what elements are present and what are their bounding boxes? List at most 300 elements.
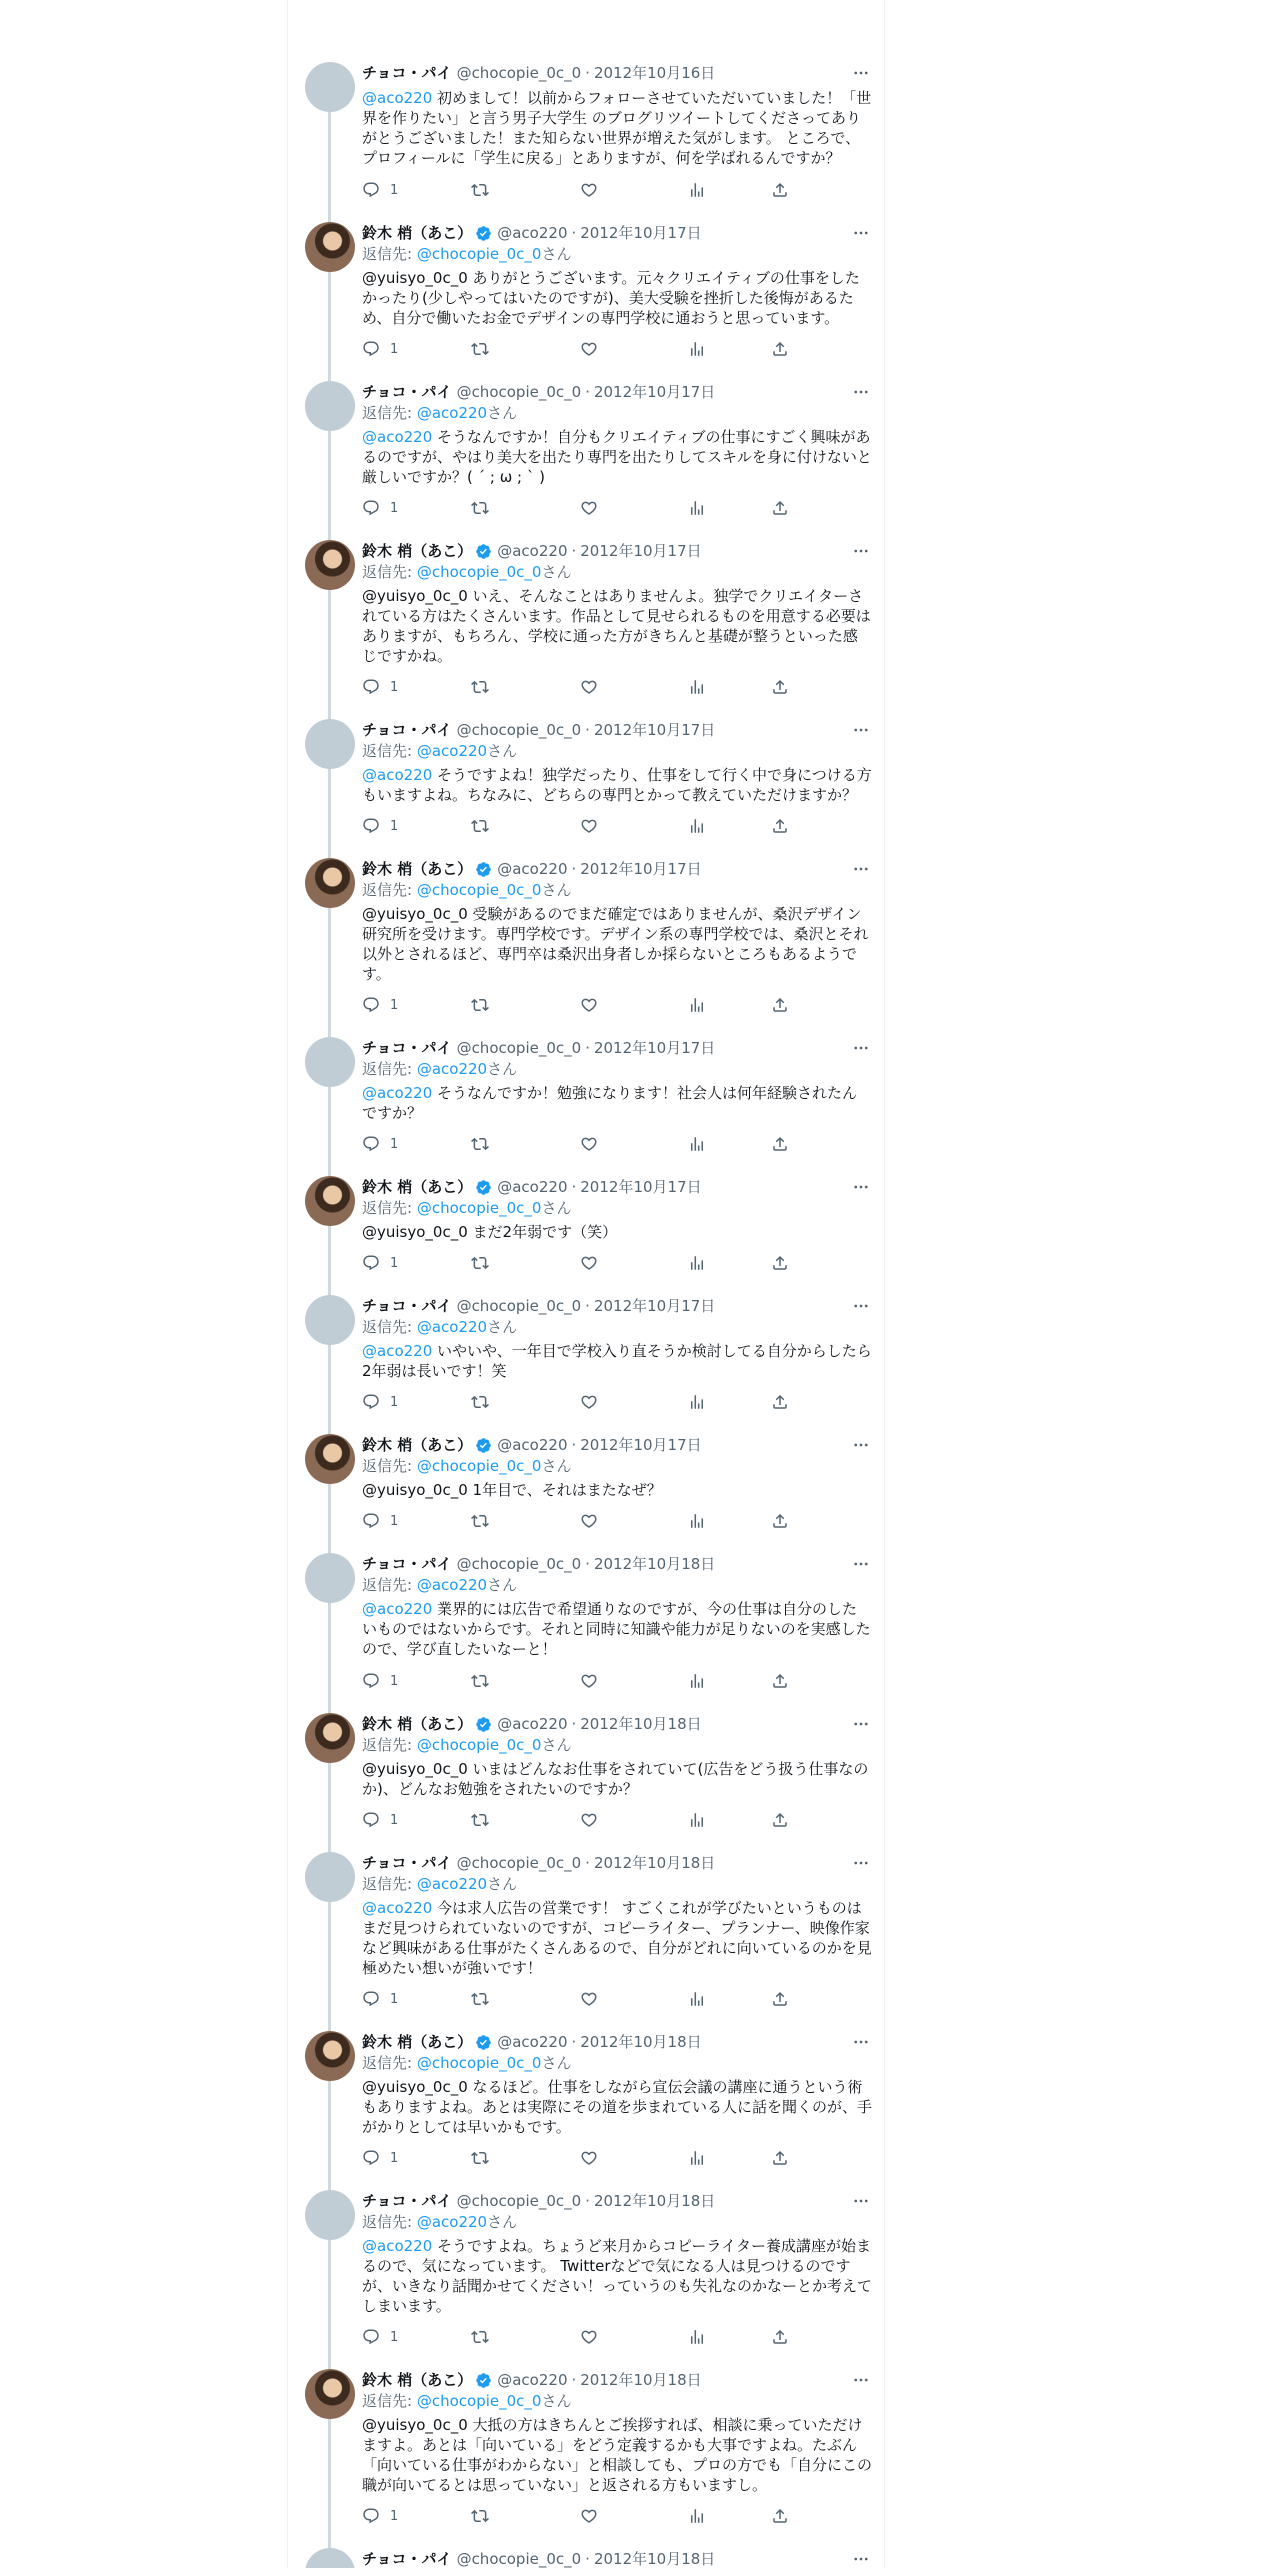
display-name[interactable]: 鈴木 梢（あこ）: [362, 224, 473, 242]
views-button[interactable]: [688, 1989, 706, 2009]
user-handle[interactable]: @aco220: [497, 2033, 568, 2051]
reply-to-link[interactable]: @aco220: [416, 1576, 488, 1594]
tweet-item[interactable]: [288, 1176, 885, 1295]
display-name[interactable]: チョコ・パイ: [362, 64, 452, 82]
avatar[interactable]: [305, 1852, 355, 1902]
analytics-icon: [688, 499, 706, 517]
analytics-icon: [688, 996, 706, 1014]
like-button[interactable]: [580, 1810, 598, 1830]
user-handle[interactable]: @chocopie_0c_0: [456, 2192, 582, 2210]
like-button[interactable]: [580, 2506, 598, 2526]
verified-badge-icon: [475, 1179, 492, 1196]
like-button[interactable]: [580, 1392, 598, 1412]
reply-count: 1: [390, 2150, 399, 2166]
avatar[interactable]: [305, 1713, 355, 1763]
reply-button[interactable]: [362, 180, 398, 200]
reply-to-prefix: 返信先:: [362, 1457, 413, 1475]
reply-button[interactable]: [362, 2506, 398, 2526]
reply-button[interactable]: [362, 995, 398, 1015]
display-name[interactable]: チョコ・パイ: [362, 2550, 452, 2568]
tweet-date[interactable]: 2012年10月17日: [580, 860, 702, 878]
retweet-button[interactable]: [471, 677, 489, 697]
heart-icon: [580, 1254, 598, 1272]
views-button[interactable]: [688, 1392, 706, 1412]
reply-button[interactable]: [362, 2327, 398, 2347]
retweet-button[interactable]: [471, 1253, 489, 1273]
tweet-item[interactable]: [288, 1037, 885, 1176]
like-button[interactable]: [580, 1134, 598, 1154]
reply-to-link[interactable]: @aco220: [416, 2213, 488, 2231]
reply-to-suffix: さん: [487, 1576, 518, 1594]
like-button[interactable]: [580, 180, 598, 200]
reply-button[interactable]: [362, 1253, 398, 1273]
share-icon: [771, 2507, 789, 2525]
analytics-icon: [688, 181, 706, 199]
more-options-button[interactable]: [850, 719, 872, 741]
retweet-button[interactable]: [471, 498, 489, 518]
mention-link[interactable]: @aco220: [362, 1600, 433, 1618]
reply-icon: [362, 1811, 380, 1829]
tweet-text-body: 初めまして！以前からフォローさせていただいていました！「世界を作りたい」と言う男子大学生 のブログリツイートしてくださってありがとうございました！また知らない世界が増えた気がします。 ところで、プロフィールに「学生に戻る」とありますが、何を学ばれるんですか？: [362, 89, 872, 167]
retweet-button[interactable]: [471, 1810, 489, 1830]
more-dots-icon: [852, 1436, 870, 1454]
reply-to-line: [362, 244, 872, 264]
views-button[interactable]: [688, 816, 706, 836]
tweet-content: [362, 719, 872, 761]
reply-to-link[interactable]: @aco220: [416, 1875, 488, 1893]
tweet-content: [362, 540, 872, 582]
reply-to-prefix: 返信先:: [362, 1875, 413, 1893]
tweet-item[interactable]: [288, 2369, 885, 2548]
views-button[interactable]: [688, 180, 706, 200]
retweet-button[interactable]: [471, 1511, 489, 1531]
heart-icon: [580, 499, 598, 517]
display-name[interactable]: チョコ・パイ: [362, 2192, 452, 2210]
share-button[interactable]: [771, 677, 789, 697]
tweet-content: [362, 2548, 872, 2568]
reply-button[interactable]: [362, 339, 398, 359]
retweet-icon: [471, 181, 489, 199]
display-name[interactable]: チョコ・パイ: [362, 383, 452, 401]
reply-to-link[interactable]: @chocopie_0c_0: [416, 881, 542, 899]
tweet-actions: [362, 2327, 792, 2347]
heart-icon: [580, 1393, 598, 1411]
tweet-item[interactable]: [288, 2031, 885, 2190]
share-button[interactable]: [771, 2148, 789, 2168]
views-button[interactable]: [688, 677, 706, 697]
share-button[interactable]: [771, 1253, 789, 1273]
avatar[interactable]: [305, 381, 355, 431]
user-handle[interactable]: @chocopie_0c_0: [456, 1039, 582, 1057]
display-name[interactable]: チョコ・パイ: [362, 1297, 452, 1315]
verified-badge-icon: [475, 2372, 492, 2389]
reply-to-link[interactable]: @aco220: [416, 742, 488, 760]
more-dots-icon: [852, 1555, 870, 1573]
tweet-item[interactable]: [288, 1713, 885, 1852]
reply-to-prefix: 返信先:: [362, 2392, 413, 2410]
retweet-button[interactable]: [471, 2148, 489, 2168]
share-button[interactable]: [771, 2327, 789, 2347]
tweet-date[interactable]: 2012年10月17日: [593, 1039, 716, 1057]
views-button[interactable]: [688, 498, 706, 518]
share-button[interactable]: [771, 1671, 789, 1691]
views-button[interactable]: [688, 2148, 706, 2168]
avatar[interactable]: [305, 1176, 355, 1226]
heart-icon: [580, 340, 598, 358]
avatar[interactable]: [305, 62, 355, 112]
avatar[interactable]: [305, 2031, 355, 2081]
like-button[interactable]: [580, 2327, 598, 2347]
tweet-item[interactable]: [288, 381, 885, 540]
user-handle[interactable]: @aco220: [497, 860, 568, 878]
more-dots-icon: [852, 542, 870, 560]
reply-icon: [362, 340, 380, 358]
retweet-button[interactable]: [471, 2506, 489, 2526]
user-handle[interactable]: @aco220: [497, 1178, 568, 1196]
share-button[interactable]: [771, 816, 789, 836]
separator-dot: ·: [585, 1854, 590, 1872]
avatar[interactable]: [305, 2548, 355, 2568]
user-handle[interactable]: @aco220: [497, 1436, 568, 1454]
retweet-button[interactable]: [471, 1671, 489, 1691]
more-options-button[interactable]: [850, 1852, 872, 1874]
more-options-button[interactable]: [850, 540, 872, 562]
separator-dot: ·: [585, 64, 590, 82]
display-name[interactable]: チョコ・パイ: [362, 1854, 452, 1872]
tweet-date[interactable]: 2012年10月17日: [593, 721, 716, 739]
like-button[interactable]: [580, 816, 598, 836]
user-handle[interactable]: @aco220: [497, 224, 568, 242]
more-options-button[interactable]: [850, 1176, 872, 1198]
retweet-icon: [471, 2149, 489, 2167]
tweet-item[interactable]: [288, 1434, 885, 1553]
tweet-item[interactable]: [288, 1553, 885, 1713]
verified-badge-icon: [475, 225, 492, 242]
retweet-icon: [471, 678, 489, 696]
reply-button[interactable]: [362, 1810, 398, 1830]
user-handle[interactable]: @aco220: [497, 1715, 568, 1733]
reply-to-link[interactable]: @aco220: [416, 1318, 488, 1336]
tweet-item[interactable]: [288, 1852, 885, 2031]
reply-to-link[interactable]: @chocopie_0c_0: [416, 1736, 542, 1754]
views-button[interactable]: [688, 1511, 706, 1531]
tweet-header: [362, 1553, 872, 1575]
like-button[interactable]: [580, 1671, 598, 1691]
retweet-button[interactable]: [471, 2327, 489, 2347]
avatar[interactable]: [305, 2190, 355, 2240]
more-options-button[interactable]: [850, 1037, 872, 1059]
reply-to-suffix: さん: [541, 1457, 572, 1475]
user-handle[interactable]: @chocopie_0c_0: [456, 2550, 582, 2568]
reply-to-link[interactable]: @chocopie_0c_0: [416, 563, 542, 581]
heart-icon: [580, 181, 598, 199]
more-dots-icon: [852, 721, 870, 739]
display-name[interactable]: 鈴木 梢（あこ）: [362, 2371, 473, 2389]
user-handle[interactable]: @chocopie_0c_0: [456, 1555, 582, 1573]
user-handle[interactable]: @chocopie_0c_0: [456, 64, 582, 82]
more-options-button[interactable]: [850, 1713, 872, 1735]
reply-to-prefix: 返信先:: [362, 2213, 413, 2231]
views-button[interactable]: [688, 1253, 706, 1273]
user-handle[interactable]: @aco220: [497, 2371, 568, 2389]
mention-link[interactable]: @aco220: [362, 766, 433, 784]
reply-button[interactable]: [362, 677, 398, 697]
tweet-actions: [362, 498, 792, 518]
views-button[interactable]: [688, 2327, 706, 2347]
avatar[interactable]: [305, 719, 355, 769]
reply-icon: [362, 1990, 380, 2008]
more-options-button[interactable]: [850, 1553, 872, 1575]
more-options-button[interactable]: [850, 2369, 872, 2391]
like-button[interactable]: [580, 677, 598, 697]
user-handle[interactable]: @chocopie_0c_0: [456, 1297, 582, 1315]
separator-dot: ·: [571, 224, 577, 242]
tweet-text-body: いやいや、一年目で学校入り直そうか検討してる自分からしたら2年弱は長いです！笑: [362, 1342, 872, 1380]
tweet-content: [362, 222, 872, 264]
tweet-header: [362, 1176, 872, 1198]
tweet-date[interactable]: 2012年10月18日: [580, 2371, 702, 2389]
more-options-button[interactable]: [850, 222, 872, 244]
more-dots-icon: [852, 2550, 870, 2568]
reply-count: 1: [390, 341, 399, 357]
tweet-date[interactable]: 2012年10月17日: [580, 542, 702, 560]
tweet-item[interactable]: [288, 222, 885, 381]
reply-to-link[interactable]: @chocopie_0c_0: [416, 2392, 542, 2410]
views-button[interactable]: [688, 2506, 706, 2526]
tweet-item[interactable]: [288, 540, 885, 719]
heart-icon: [580, 1135, 598, 1153]
reply-button[interactable]: [362, 1989, 398, 2009]
more-dots-icon: [852, 1297, 870, 1315]
tweet-content: [362, 1295, 872, 1337]
retweet-button[interactable]: [471, 1989, 489, 2009]
retweet-button[interactable]: [471, 339, 489, 359]
mention-link[interactable]: @aco220: [362, 428, 433, 446]
reply-button[interactable]: [362, 816, 398, 836]
retweet-button[interactable]: [471, 180, 489, 200]
like-button[interactable]: [580, 2148, 598, 2168]
more-options-button[interactable]: [850, 62, 872, 84]
mention-link[interactable]: @aco220: [362, 89, 433, 107]
tweet-date[interactable]: 2012年10月16日: [593, 64, 716, 82]
more-options-button[interactable]: [850, 858, 872, 880]
retweet-button[interactable]: [471, 1134, 489, 1154]
tweet-date[interactable]: 2012年10月18日: [593, 2192, 716, 2210]
more-dots-icon: [852, 1854, 870, 1872]
retweet-icon: [471, 817, 489, 835]
reply-icon: [362, 678, 380, 696]
share-button[interactable]: [771, 498, 789, 518]
tweet-item[interactable]: [288, 2548, 885, 2568]
tweet-text: [362, 88, 872, 168]
display-name[interactable]: チョコ・パイ: [362, 721, 452, 739]
tweet-actions: [362, 2148, 792, 2168]
reply-to-link[interactable]: @chocopie_0c_0: [416, 1199, 542, 1217]
reply-to-link[interactable]: @chocopie_0c_0: [416, 1457, 542, 1475]
display-name[interactable]: チョコ・パイ: [362, 1555, 452, 1573]
views-button[interactable]: [688, 1671, 706, 1691]
retweet-icon: [471, 996, 489, 1014]
avatar[interactable]: [305, 1295, 355, 1345]
reply-button[interactable]: [362, 498, 398, 518]
reply-button[interactable]: [362, 2148, 398, 2168]
mention-link[interactable]: @aco220: [362, 1342, 433, 1360]
tweet-date[interactable]: 2012年10月18日: [580, 2033, 702, 2051]
tweet-date[interactable]: 2012年10月17日: [580, 1436, 702, 1454]
reply-icon: [362, 499, 380, 517]
like-button[interactable]: [580, 995, 598, 1015]
mention-link[interactable]: @aco220: [362, 1899, 433, 1917]
tweet-date[interactable]: 2012年10月18日: [580, 1715, 702, 1733]
avatar[interactable]: [305, 2369, 355, 2419]
more-options-button[interactable]: [850, 1295, 872, 1317]
display-name[interactable]: チョコ・パイ: [362, 1039, 452, 1057]
reply-to-line: [362, 562, 872, 582]
tweet-actions: [362, 2506, 792, 2526]
reply-to-suffix: さん: [541, 881, 572, 899]
reply-to-suffix: さん: [487, 404, 518, 422]
tweet-item[interactable]: [288, 2190, 885, 2369]
share-button[interactable]: [771, 2506, 789, 2526]
reply-count: 1: [390, 1673, 399, 1689]
share-button[interactable]: [771, 180, 789, 200]
tweet-text-body: @yuisyo_0c_0 まだ2年弱です（笑）: [362, 1223, 618, 1241]
tweet-header: [362, 1295, 872, 1317]
display-name[interactable]: 鈴木 梢（あこ）: [362, 2033, 473, 2051]
tweet-item[interactable]: [288, 719, 885, 858]
tweet-text-body: @yuisyo_0c_0 いまはどんなお仕事をされていて(広告をどう扱う仕事なのか)、どんなお勉強をされたいのですか？: [362, 1760, 869, 1798]
reply-count: 1: [390, 1394, 399, 1410]
share-icon: [771, 1135, 789, 1153]
reply-to-line: [362, 741, 872, 761]
heart-icon: [580, 1811, 598, 1829]
separator-dot: ·: [571, 2371, 577, 2389]
reply-to-link[interactable]: @aco220: [416, 1060, 488, 1078]
reply-count: 1: [390, 1255, 399, 1271]
display-name[interactable]: 鈴木 梢（あこ）: [362, 860, 473, 878]
tweet-date[interactable]: 2012年10月18日: [593, 2550, 716, 2568]
tweet-header: [362, 1037, 872, 1059]
views-button[interactable]: [688, 1810, 706, 1830]
retweet-button[interactable]: [471, 1392, 489, 1412]
analytics-icon: [688, 817, 706, 835]
share-button[interactable]: [771, 1392, 789, 1412]
tweet-item[interactable]: [288, 1295, 885, 1434]
like-button[interactable]: [580, 339, 598, 359]
tweet-actions: [362, 339, 792, 359]
reply-to-prefix: 返信先:: [362, 245, 413, 263]
user-handle[interactable]: @chocopie_0c_0: [456, 1854, 582, 1872]
reply-icon: [362, 2149, 380, 2167]
tweet-text-body: 今は求人広告の営業です！ すごくこれが学びたいというものはまだ見つけられていないのですが、コピーライター、プランナー、映像作家など興味がある仕事がたくさんあるので、自分がどれに向いているのかを見極めたい想いが強いです！: [362, 1899, 872, 1977]
retweet-icon: [471, 2507, 489, 2525]
tweet-date[interactable]: 2012年10月18日: [593, 1854, 716, 1872]
share-button[interactable]: [771, 1810, 789, 1830]
user-handle[interactable]: @chocopie_0c_0: [456, 383, 582, 401]
tweet-header: [362, 858, 872, 880]
avatar[interactable]: [305, 222, 355, 272]
tweet-content: [362, 381, 872, 423]
reply-to-line: [362, 1735, 872, 1755]
more-options-button[interactable]: [850, 1434, 872, 1456]
more-options-button[interactable]: [850, 2548, 872, 2568]
tweet-text: [362, 765, 872, 805]
display-name[interactable]: 鈴木 梢（あこ）: [362, 1715, 473, 1733]
tweet-date[interactable]: 2012年10月17日: [580, 1178, 702, 1196]
reply-button[interactable]: [362, 1671, 398, 1691]
more-options-button[interactable]: [850, 2031, 872, 2053]
tweet-text: [362, 1341, 872, 1381]
like-button[interactable]: [580, 1253, 598, 1273]
avatar[interactable]: [305, 858, 355, 908]
tweet-header: [362, 719, 872, 741]
analytics-icon: [688, 1672, 706, 1690]
reply-to-suffix: さん: [487, 1318, 518, 1336]
views-button[interactable]: [688, 1134, 706, 1154]
separator-dot: ·: [585, 1297, 590, 1315]
reply-to-link[interactable]: @chocopie_0c_0: [416, 245, 542, 263]
mention-link[interactable]: @aco220: [362, 1084, 433, 1102]
avatar[interactable]: [305, 1434, 355, 1484]
share-icon: [771, 1393, 789, 1411]
more-dots-icon: [852, 2371, 870, 2389]
tweet-item[interactable]: [288, 62, 885, 222]
display-name[interactable]: 鈴木 梢（あこ）: [362, 542, 473, 560]
tweet-actions: [362, 1134, 792, 1154]
retweet-button[interactable]: [471, 816, 489, 836]
views-button[interactable]: [688, 339, 706, 359]
tweet-text-body: @yuisyo_0c_0 いえ、そんなことはありませんよ。独学でクリエイターされている方はたくさんいます。作品として見せられるものを用意する必要はありますが、もちろん、学校に通った方がきちんと基礎が整うといった感じですかね。: [362, 587, 871, 665]
like-button[interactable]: [580, 498, 598, 518]
more-options-button[interactable]: [850, 2190, 872, 2212]
share-button[interactable]: [771, 1134, 789, 1154]
reply-to-link[interactable]: @aco220: [416, 404, 488, 422]
tweet-date[interactable]: 2012年10月17日: [580, 224, 702, 242]
like-button[interactable]: [580, 1989, 598, 2009]
share-button[interactable]: [771, 995, 789, 1015]
reply-to-link[interactable]: @chocopie_0c_0: [416, 2054, 542, 2072]
tweet-item[interactable]: [288, 858, 885, 1037]
tweet-text-body: @yuisyo_0c_0 なるほど。仕事をしながら宣伝会議の講座に通うという術もありますよね。あとは実際にその道を歩まれている人に話を聞くのが、手がかりとしては早いかもです。: [362, 2078, 873, 2136]
tweet-date[interactable]: 2012年10月18日: [593, 1555, 716, 1573]
user-handle[interactable]: @chocopie_0c_0: [456, 721, 582, 739]
tweet-text: [362, 2077, 872, 2137]
share-button[interactable]: [771, 1511, 789, 1531]
mention-link[interactable]: @aco220: [362, 2237, 433, 2255]
display-name[interactable]: 鈴木 梢（あこ）: [362, 1178, 473, 1196]
reply-button[interactable]: [362, 1392, 398, 1412]
reply-count: 1: [390, 997, 399, 1013]
tweet-content: [362, 1713, 872, 1755]
like-button[interactable]: [580, 1511, 598, 1531]
share-button[interactable]: [771, 1989, 789, 2009]
avatar[interactable]: [305, 540, 355, 590]
views-button[interactable]: [688, 995, 706, 1015]
reply-button[interactable]: [362, 1134, 398, 1154]
avatar[interactable]: [305, 1553, 355, 1603]
display-name[interactable]: 鈴木 梢（あこ）: [362, 1436, 473, 1454]
retweet-icon: [471, 2328, 489, 2346]
retweet-button[interactable]: [471, 995, 489, 1015]
more-options-button[interactable]: [850, 381, 872, 403]
reply-count: 1: [390, 1991, 399, 2007]
tweet-date[interactable]: 2012年10月17日: [593, 1297, 716, 1315]
user-handle[interactable]: @aco220: [497, 542, 568, 560]
tweet-date[interactable]: 2012年10月17日: [593, 383, 716, 401]
share-button[interactable]: [771, 339, 789, 359]
avatar[interactable]: [305, 1037, 355, 1087]
reply-button[interactable]: [362, 1511, 398, 1531]
